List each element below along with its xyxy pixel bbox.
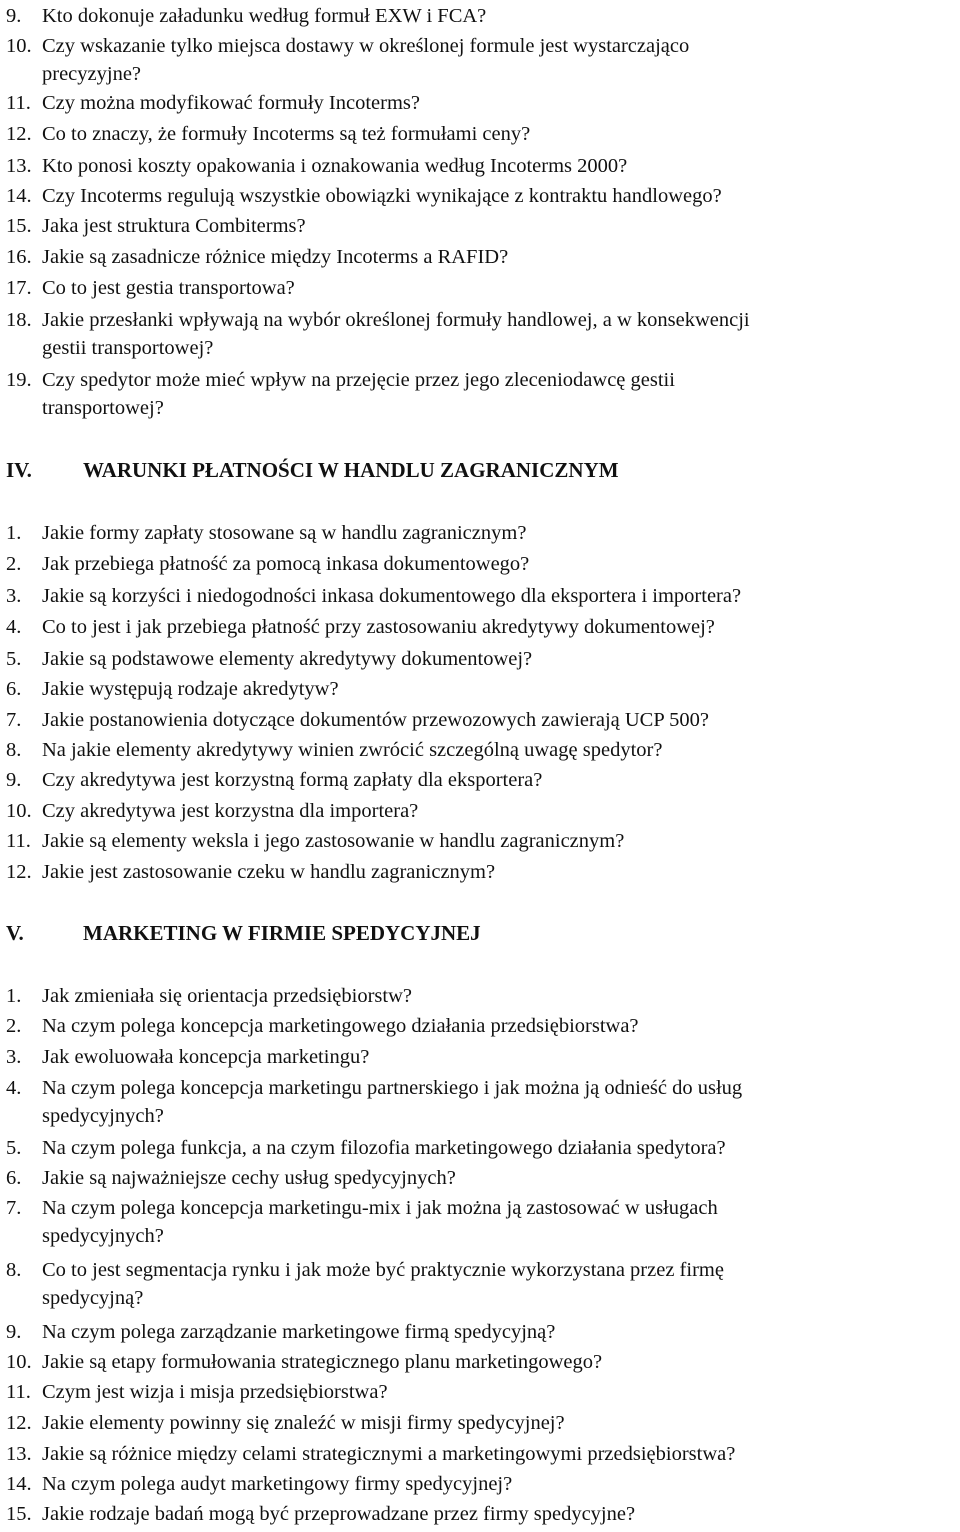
item-number: 18. (6, 309, 32, 331)
item-number: 12. (6, 861, 32, 883)
item-text: Jak ewoluowała koncepcja marketingu? (42, 1046, 370, 1068)
item-number: 6. (6, 678, 22, 700)
section-title: MARKETING W FIRMIE SPEDYCYJNEJ (83, 921, 481, 945)
item-text: Jakie formy zapłaty stosowane są w handlu zagranicznym? (42, 522, 527, 544)
item-number: 10. (6, 1351, 32, 1373)
item-text: Czy akredytywa jest korzystną formą zapłaty dla eksportera? (42, 769, 543, 791)
item-text: Kto dokonuje załadunku według formuł EXW i FCA? (42, 5, 487, 27)
item-text: Czy wskazanie tylko miejsca dostawy w określonej formule jest wystarczająco precyzyjne? (42, 35, 690, 85)
item-text: Jakie są zasadnicze różnice między Incoterms a RAFID? (42, 246, 509, 268)
item-number: 1. (6, 985, 22, 1007)
item-text: Na czym polega koncepcja marketingu-mix i jak można ją zastosować w usługach spedycyjnych? (42, 1197, 718, 1247)
item-number: 17. (6, 277, 32, 299)
item-number: 8. (6, 1259, 22, 1281)
item-text: Jakie rodzaje badań mogą być przeprowadzane przez firmy spedycyjne? (42, 1503, 636, 1525)
item-number: 19. (6, 369, 32, 391)
item-text: Czy akredytywa jest korzystna dla importera? (42, 800, 419, 822)
item-number: 1. (6, 522, 22, 544)
item-number: 16. (6, 246, 32, 268)
item-text: Na czym polega koncepcja marketingu partnerskiego i jak można ją odnieść do usług spedycyjnych? (42, 1077, 743, 1127)
item-text: Na jakie elementy akredytywy winien zwrócić szczególną uwagę spedytor? (42, 739, 663, 761)
item-number: 14. (6, 1473, 32, 1495)
item-text: Jakie są etapy formułowania strategicznego planu marketingowego? (42, 1351, 603, 1373)
item-text: Na czym polega audyt marketingowy firmy spedycyjnej? (42, 1473, 513, 1495)
item-number: 13. (6, 1443, 32, 1465)
item-number: 11. (6, 92, 31, 114)
item-number: 2. (6, 1015, 22, 1037)
item-number: 11. (6, 1381, 31, 1403)
item-text: Jak zmieniała się orientacja przedsiębiorstw? (42, 985, 412, 1007)
item-text: Co to jest i jak przebiega płatność przy zastosowaniu akredytywy dokumentowej? (42, 616, 715, 638)
item-text: Czym jest wizja i misja przedsiębiorstwa? (42, 1381, 388, 1403)
item-number: 4. (6, 616, 22, 638)
item-number: 7. (6, 709, 22, 731)
item-number: 7. (6, 1197, 22, 1219)
item-number: 10. (6, 35, 32, 57)
section-number: V. (6, 921, 24, 945)
item-number: 12. (6, 123, 32, 145)
item-text: Na czym polega funkcja, a na czym filozofia marketingowego działania spedytora? (42, 1137, 726, 1159)
item-text: Jaka jest struktura Combiterms? (42, 215, 306, 237)
item-text: Co to znaczy, że formuły Incoterms są też formułami ceny? (42, 123, 531, 145)
item-number: 10. (6, 800, 32, 822)
item-text: Jakie są podstawowe elementy akredytywy dokumentowej? (42, 648, 533, 670)
item-number: 8. (6, 739, 22, 761)
section-title: WARUNKI PŁATNOŚCI W HANDLU ZAGRANICZNYM (83, 458, 619, 482)
item-number: 2. (6, 553, 22, 575)
item-text: Czy Incoterms regulują wszystkie obowiązki wynikające z kontraktu handlowego? (42, 185, 722, 207)
item-text: Jakie są elementy weksla i jego zastosowanie w handlu zagranicznym? (42, 830, 625, 852)
item-number: 15. (6, 215, 32, 237)
item-text: Czy spedytor może mieć wpływ na przejęcie przez jego zleceniodawcę gestii transportowej? (42, 369, 675, 419)
item-number: 6. (6, 1167, 22, 1189)
item-number: 11. (6, 830, 31, 852)
item-number: 5. (6, 1137, 22, 1159)
item-text: Jakie występują rodzaje akredytyw? (42, 678, 339, 700)
item-number: 5. (6, 648, 22, 670)
item-text: Co to jest gestia transportowa? (42, 277, 295, 299)
item-number: 9. (6, 1321, 22, 1343)
item-text: Jakie postanowienia dotyczące dokumentów przewozowych zawierają UCP 500? (42, 709, 709, 731)
item-text: Jakie są najważniejsze cechy usług spedycyjnych? (42, 1167, 456, 1189)
item-number: 13. (6, 155, 32, 177)
item-text: Na czym polega zarządzanie marketingowe firmą spedycyjną? (42, 1321, 556, 1343)
item-text: Kto ponosi koszty opakowania i oznakowania według Incoterms 2000? (42, 155, 628, 177)
item-text: Jakie jest zastosowanie czeku w handlu zagranicznym? (42, 861, 496, 883)
item-text: Na czym polega koncepcja marketingowego działania przedsiębiorstwa? (42, 1015, 639, 1037)
item-number: 15. (6, 1503, 32, 1525)
item-text: Co to jest segmentacja rynku i jak może być praktycznie wykorzystana przez firmę spedycyjną? (42, 1259, 724, 1309)
item-number: 3. (6, 585, 22, 607)
item-text: Jakie elementy powinny się znaleźć w misji firmy spedycyjnej? (42, 1412, 565, 1434)
item-text: Jakie przesłanki wpływają na wybór określonej formuły handlowej, a w konsekwencji gestii transportowej? (42, 309, 750, 359)
item-text: Jak przebiega płatność za pomocą inkasa dokumentowego? (42, 553, 530, 575)
item-number: 14. (6, 185, 32, 207)
section-number: IV. (6, 458, 32, 482)
item-text: Jakie są różnice między celami strategicznymi a marketingowymi przedsiębiorstwa? (42, 1443, 736, 1465)
item-number: 4. (6, 1077, 22, 1099)
item-number: 9. (6, 769, 22, 791)
item-number: 12. (6, 1412, 32, 1434)
item-number: 3. (6, 1046, 22, 1068)
item-number: 9. (6, 5, 22, 27)
item-text: Czy można modyfikować formuły Incoterms? (42, 92, 420, 114)
item-text: Jakie są korzyści i niedogodności inkasa dokumentowego dla eksportera i importera? (42, 585, 742, 607)
